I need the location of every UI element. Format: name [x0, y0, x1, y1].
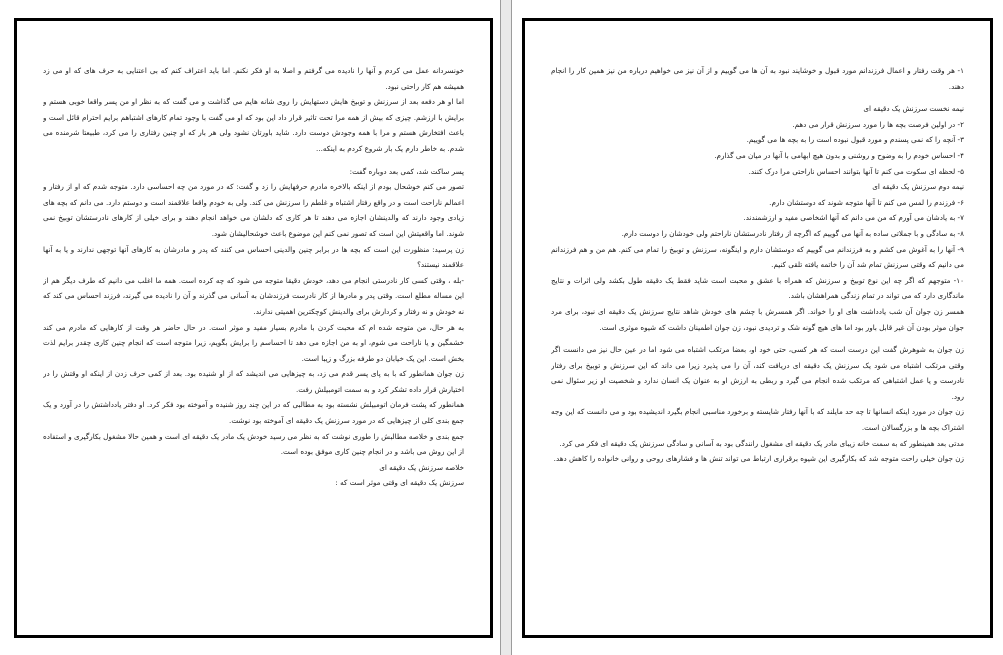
paragraph: مدتی بعد همینطور که به سمت خانه زیبای مادر یک دقیقه ای مشغول رانندگی بود به آسانی و سادگی سرزنش یک دقیقه ای فکر می کرد. [559, 438, 964, 448]
paragraph: زن پرسید: منظورت این است که بچه ها در برابر چنین والدینی احساس می کنند که پدر و مادرشان به کارهای آنها توجهی ندارند و یا به آنها علاقمند نیستند؟ [43, 244, 464, 270]
paragraph: ۱- هر وقت رفتار و اعمال فرزندانم مورد قبول و خوشایند نبود به آن ها می گوییم و از آن نیز می خواهیم درباره من نیز همین کار را انجام دهند. [551, 66, 964, 91]
paragraph: ۶- فرزندم را لمس می کنم تا آنها متوجه شوند که دوستشان دارم. [769, 197, 964, 207]
paragraph: ۲- در اولین فرصت بچه ها را مورد سرزنش قرار می دهم. [792, 119, 964, 129]
paragraph: تصور می کنم خوشحال بودم از اینکه بالاخره مادرم حرفهایش را زد و گفت: که در مورد من چه احساسی دارد. متوجه شدم که او از رفتار و اعمالم ناراحت است و در واقع رفتار اشتباه و غلطم را سرزنش می کند. ولی به خودم واقعا علاقمند است و دوستم دارد. می دانم که بچه های زیادی وجود دارند که والدینشان اجازه می دهند تا هر کاری که دلشان می خواهد انجام دهند و برای خیلی از کارهای نادرستشان توبیخ نمی شوند. اما واقعیتش این است که تصور نمی کنم این موضوع باعث خوشحالیشان شود. [43, 182, 464, 238]
paragraph: به هر حال، من متوجه شده ام که محبت کردن با مادرم بسیار مفید و موثر است. در حال حاضر هر وقت از کارهایی که مادرم می کند خشمگین و یا ناراحت می شوم، او به من اجازه می دهد تا احساسم را برایش بگویم، زیرا متوجه است که انجام چنین کاری چقدر برایم لذت بخش است. این یک خیابان دو طرفه بزرگ و زیبا است. [43, 322, 464, 363]
page-right [522, 18, 993, 638]
paragraph: زن جوان در مورد اینکه انسانها تا چه حد مایلند که با آنها رفتار شایسته و برخورد مناسبی انجام بگیرد اندیشیده بود و می دانست که این وجه اشتراک بچه ها و بزرگسالان است. [551, 407, 964, 433]
paragraph: ۱۰- متوجهم که اگر چه این نوع توبیخ و سرزنش که همراه با عشق و محبت است شاید فقط یک دقیقه طول بکشد ولی اثرات و نتایج ماندگاری دارد که می تواند در تمام زندگی همراهشان باشد. [551, 275, 964, 301]
paragraph: نیمه دوم سرزنش یک دقیقه ای [872, 182, 964, 192]
paragraph: زن جوان خیلی راحت متوجه شد که بکارگیری این شیوه برقراری ارتباط می تواند تنش ها و فشارهای روحی و روانی خانواده را کاهش دهد. [553, 454, 964, 464]
paragraph: ۸- به سادگی و با جملاتی ساده به آنها می گوییم که اگرچه از رفتار نادرستشان ناراحتم ولی خودشان را دوست دارم. [621, 228, 964, 238]
paragraph: پسر ساکت شد، کمی بعد دوباره گفت: [349, 166, 464, 176]
paragraph: اما او هر دفعه بعد از سرزنش و توبیخ هایش دستهایش را روی شانه هایم می گذاشت و می گفت که به نظر او من پسر واقعا خوبی هستم و برایش با ارزشم. چیزی که بیش از همه مرا تحت تاثیر قرار داد این بود که او می گفت با وجود تمام کارهای اشتباهم برایم احترام قائل است و باعث افتخارش هستم و مرا با همه وجودش دوست دارد. شاید باورتان نشود ولی هر بار که او چنین رفتاری را می کرد، طبیعتا شرمنده می شدم. به خاطر دارم یک بار شروع کردم به اینکه... [43, 97, 464, 153]
paragraph: ۴- احساس خودم را به وضوح و روشنی و بدون هیچ ابهامی با آنها در میان می گذارم. [714, 150, 964, 160]
paragraph: همانطور که پشت فرمان اتومبیلش نشسته بود به مطالبی که در این چند روز شنیده و آموخته بود فکر کرد. او دفتر یادداشتش را در آورد و یک جمع بندی کلی از چیزهایی که در مورد سرزنش یک دقیقه ای آموخته بود نوشت. [43, 400, 464, 426]
paragraph: زن جوان به شوهرش گفت این درست است که هر کسی، حتی خود او، بعضا مرتکب اشتباه می شود اما در عین حال نیز می دانست اگر وقتی مرتکب اشتباه می شود یک سرزنش یک دقیقه ای دریافت کند، آن را می پذیرد زیرا می داند که این سرزنش و توبیخ برای رفتار نادرست و یا عمل اشتباهی که مرتکب شده انجام می گیرد و ربطی به ارزش او به عنوان یک انسان ندارد و شخصیت او زیر سئوال نمی رود. [551, 345, 964, 401]
paragraph: ۵- لحظه ای سکوت می کنم تا آنها بتوانند احساس ناراحتی مرا درک کنند. [748, 166, 964, 176]
paragraph: ۷- به یادشان می آورم که من می دانم که آنها اشخاصی مفید و ارزشمندند. [743, 213, 964, 223]
page-divider[interactable] [500, 0, 512, 655]
paragraph: نیمه نخست سرزنش یک دقیقه ای [863, 104, 964, 114]
page-right-body [551, 63, 964, 615]
paragraph: ۳- آنچه را که نمی پسندم و مورد قبول نبوده است را به بچه ها می گوییم. [746, 135, 964, 145]
paragraph: زن جوان همانطور که با به پای پسر قدم می زد، به چیزهایی می اندیشد که از او شنیده بود. بعد از کمی حرف زدن از اینکه او وقتش را در اختیارش قرار داده تشکر کرد و به سمت اتومبیلش رفت. [43, 369, 464, 394]
page-left [14, 18, 493, 638]
paragraph: همسر زن جوان آن شب یادداشت های او را خواند. اگر همسرش با چشم های خودش شاهد نتایج سرزنش یک دقیقه ای نبود، برای مرد جوان موثر بودن آن غیر قابل باور بود اما های هیچ گونه شک و تردیدی نبود، زن جوان اطمینان داشت که شیوه موثری است. [551, 306, 964, 332]
paragraph: ۹- آنها را به آغوش می کشم و به فرزندانم می گوییم که دوستشان دارم و اینگونه، سرزنش و توبیخ را تمام می کنم. هم من و هم فرزندانم می دانیم که وقتی سرزنش تمام شد آن را خاتمه یافته تلقی کنیم. [551, 244, 964, 270]
paragraph: خلاصه سرزنش یک دقیقه ای [379, 462, 464, 472]
paragraph: خونسردانه عمل می کردم و آنها را نادیده می گرفتم و اصلا به او فکر نکنم. اما باید اعتراف کنم که بی اعتنایی به حرف های که او می زد همیشه هم کار راحتی نبود. [43, 66, 464, 91]
paragraph: سرزنش یک دقیقه ای وقتی موثر است که : [335, 478, 464, 488]
paragraph: -بله ، وقتی کسی کار نادرستی انجام می دهد، خودش دقیقا متوجه می شود که چه کرده است. همه ما اغلب می دانیم که طرف دیگر هم از این مساله مطلع است. وقتی پدر و مادرها از کار نادرست فرزندشان به آسانی می گذرند و آن را نادیده می گیرند، فرزند احساس می کند که نه خودش و نه رفتار و کردارش برای والدینش کوچکترین اهمیتی ندارند. [43, 275, 464, 316]
paragraph: جمع بندی و خلاصه مطالبش را طوری نوشت که به نظر می رسید خودش یک مادر یک دقیقه ای است و همین حالا مشغول بکارگیری و استفاده از این روش می باشد و در انجام چنین کاری موفق بوده است. [43, 431, 464, 457]
page-left-body [43, 63, 464, 615]
